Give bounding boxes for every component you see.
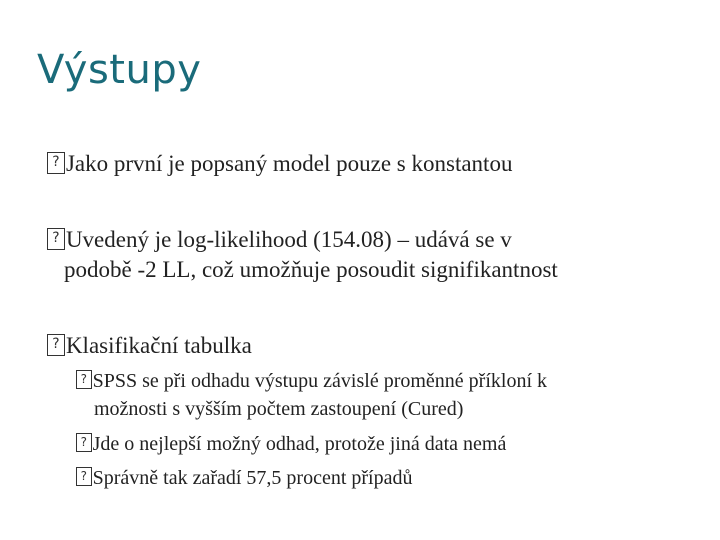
sub-bullet-1-line-2: možnosti s vyšším počtem zastoupení (Cured) xyxy=(94,398,464,420)
sub-bullet-3 xyxy=(76,466,412,490)
bullet-2-line-1: Uvedený je log-likelihood (154.08) – udává se v xyxy=(65,227,512,252)
bullet-3-text: Klasifikační tabulka xyxy=(65,333,252,358)
bullet-2-line-2: podobě -2 LL, což umožňuje posoudit signifikantnost xyxy=(64,257,558,282)
sub-bullet-2 xyxy=(76,432,506,456)
sub-bullet-1 xyxy=(76,369,547,393)
missing-glyph-box-icon xyxy=(76,433,92,452)
bullet-2-continuation xyxy=(64,256,558,284)
sub-bullet-1-continuation xyxy=(94,397,463,421)
bullet-1-text: Jako první je popsaný model pouze s konstantou xyxy=(65,151,513,176)
bullet-2 xyxy=(47,226,512,254)
missing-glyph-box-icon xyxy=(76,467,92,486)
bullet-1 xyxy=(47,150,512,178)
sub-bullet-3-text: Správně tak zařadí 57,5 procent případů xyxy=(92,467,413,489)
missing-glyph-box-icon xyxy=(76,370,92,389)
missing-glyph-box-icon xyxy=(47,152,65,174)
sub-bullet-2-text: Jde o nejlepší možný odhad, protože jiná data nemá xyxy=(92,433,507,455)
missing-glyph-box-icon xyxy=(47,334,65,356)
missing-glyph-box-icon xyxy=(47,228,65,250)
bullet-3 xyxy=(47,332,252,360)
slide-title: Výstupy xyxy=(37,47,202,93)
sub-bullet-1-line-1: SPSS se při odhadu výstupu závislé proměnné příkloní k xyxy=(92,370,548,392)
